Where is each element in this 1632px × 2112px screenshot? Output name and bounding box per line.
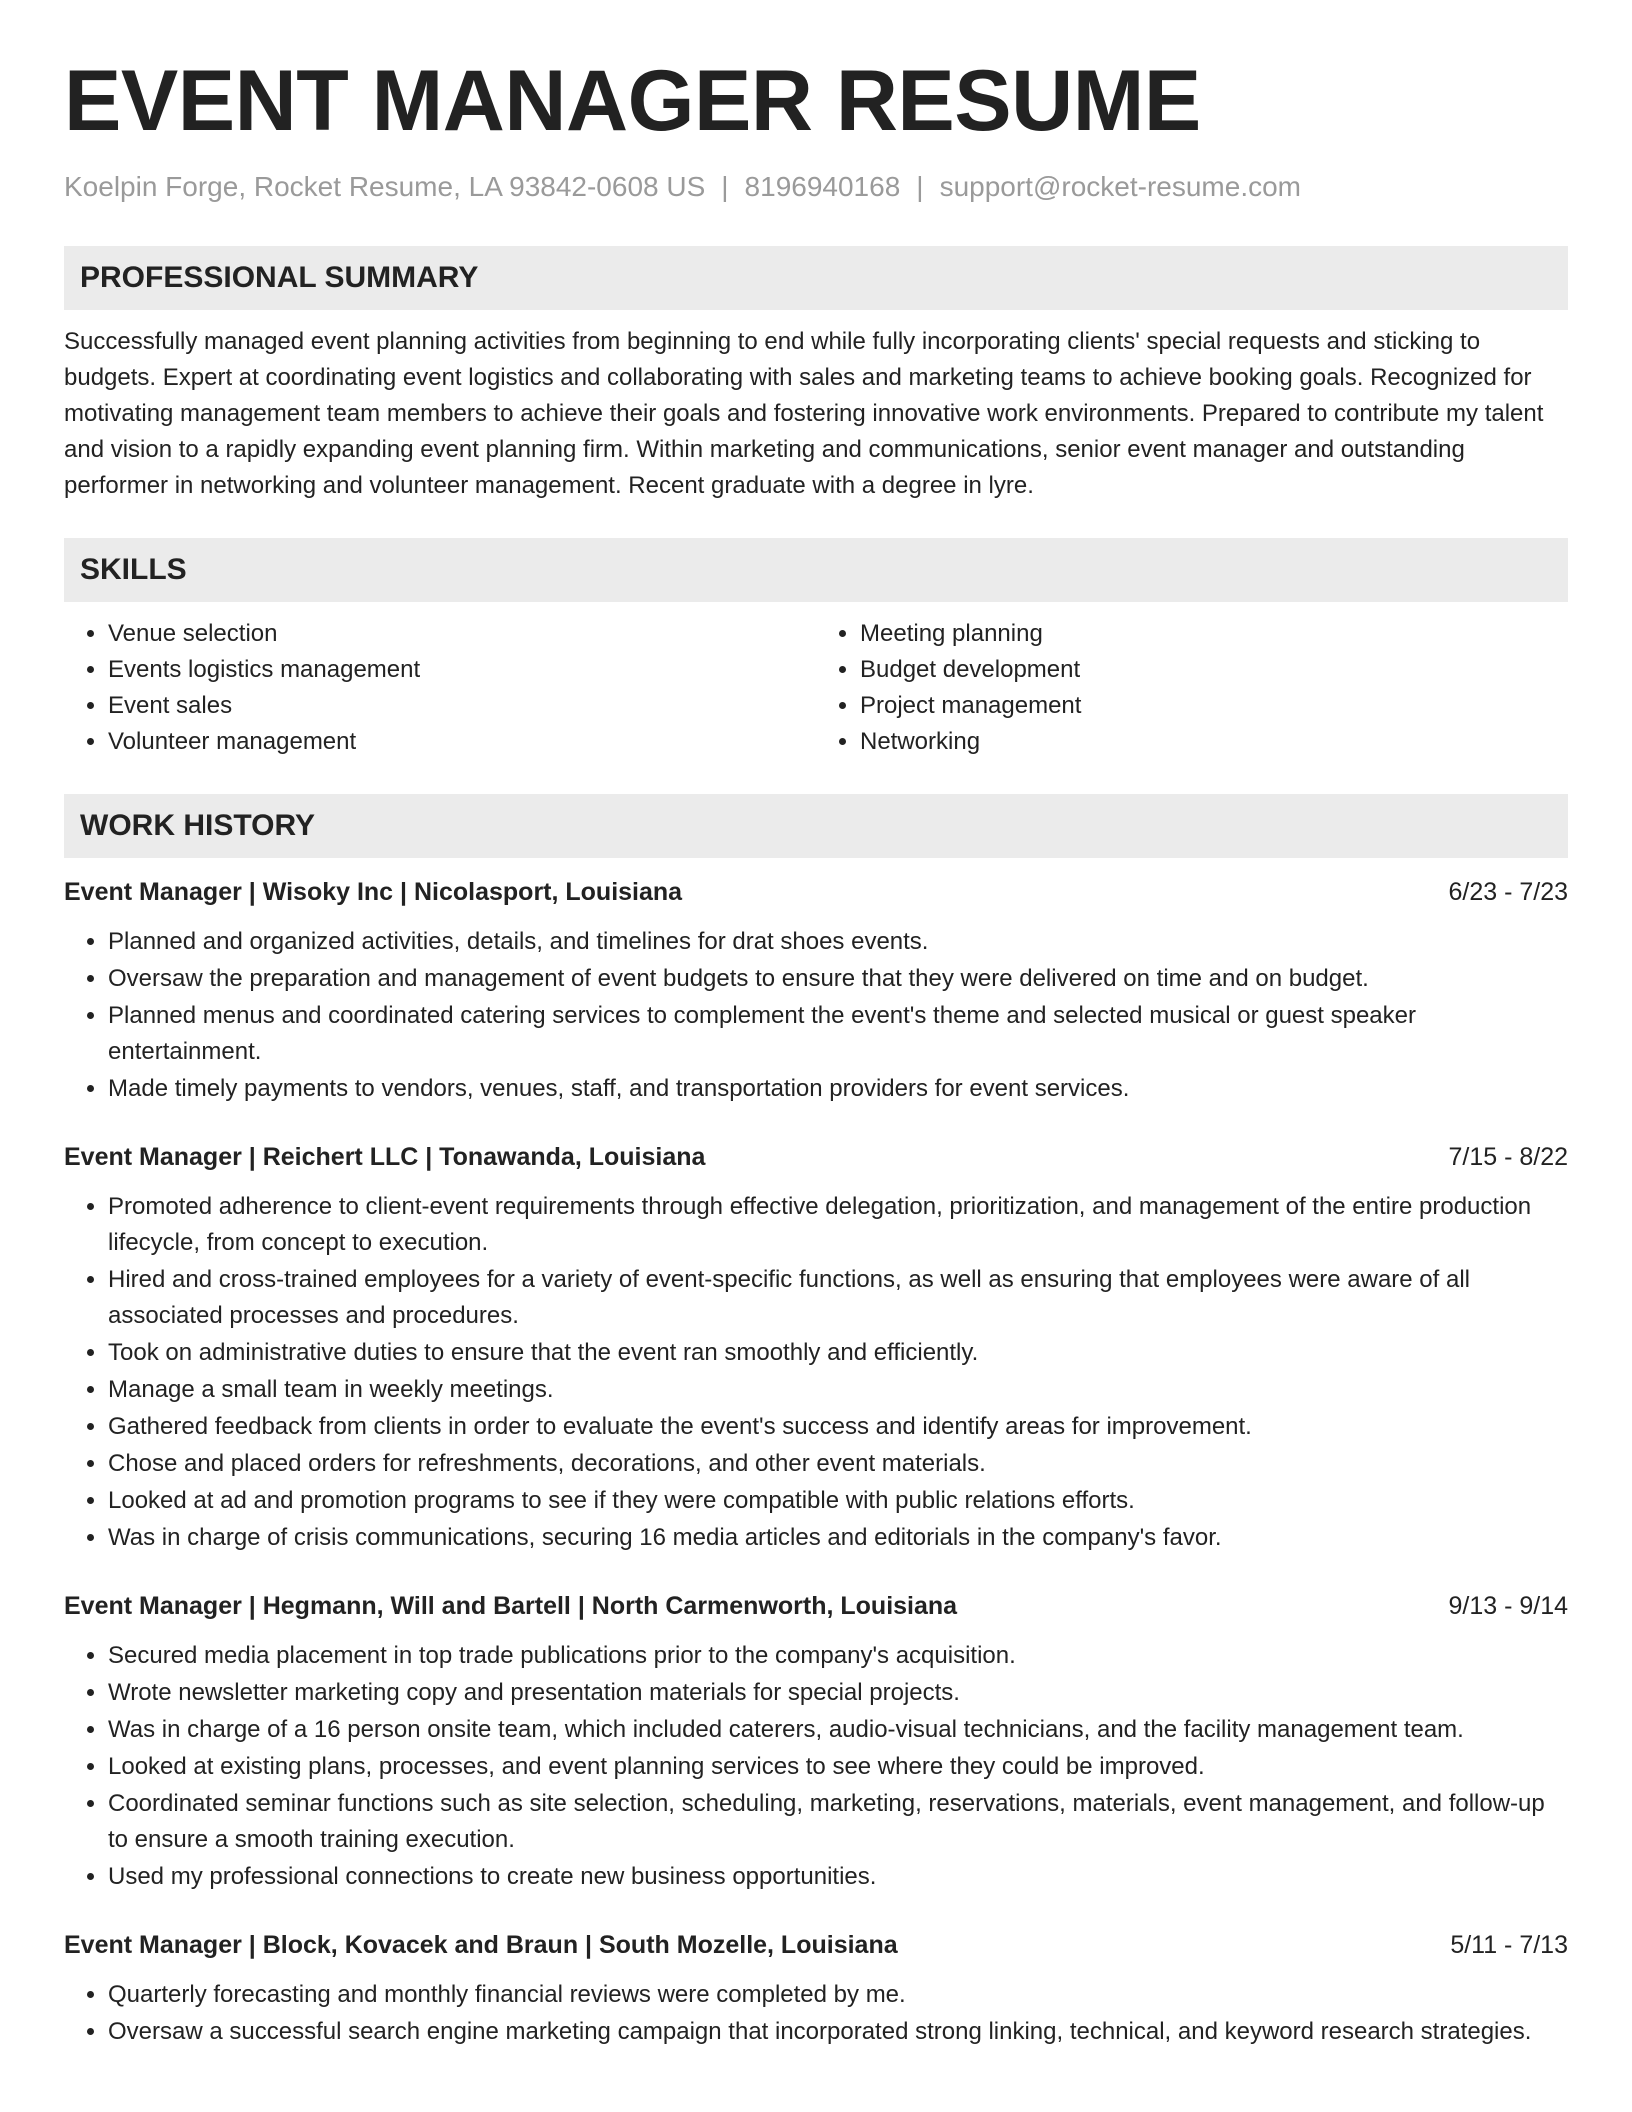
skills-column-right [816, 616, 1568, 760]
job-entry [64, 1927, 1568, 2050]
job-header [64, 1927, 1568, 1963]
job-dates: 6/23 - 7/23 [1448, 877, 1568, 906]
job-title: Event Manager | Block, Kovacek and Braun | South Mozelle, Louisiana [64, 1930, 898, 1959]
job-title: Event Manager | Reichert LLC | Tonawanda, Louisiana [64, 1142, 706, 1171]
job-bullet: • Chose and placed orders for refreshments, decorations, and other event materials. [108, 1446, 1568, 1482]
job-bullets [64, 1189, 1568, 1556]
job-bullet: • Was in charge of crisis communications, securing 16 media articles and editorials in the company's favor. [108, 1520, 1568, 1556]
job-header [64, 1139, 1568, 1175]
skill-item: • Volunteer management [108, 724, 816, 760]
skill-item: • Events logistics management [108, 652, 816, 688]
job-bullet: • Used my professional connections to create new business opportunities. [108, 1859, 1568, 1895]
summary-text: Successfully managed event planning activities from beginning to end while fully incorporating clients' special requests and sticking to budgets. Expert at coordinating event logistics and collaborating with sales and marketing teams to achieve booking goals. Recognized for motivating management team members to achieve their goals and fostering innovative work environments. Prepared to contribute my talent and vision to a rapidly expanding event planning firm. Within marketing and communications, senior event manager and outstanding performer in networking and volunteer management. Recent graduate with a degree in lyre. [64, 327, 1544, 499]
job-bullet: • Was in charge of a 16 person onsite team, which included caterers, audio-visual technicians, and the facility management team. [108, 1712, 1568, 1748]
job-dates: 7/15 - 8/22 [1448, 1142, 1568, 1171]
contact-email: support@rocket-resume.com [939, 171, 1301, 202]
contact-phone: 8196940168 [744, 171, 901, 202]
job-bullet: • Oversaw the preparation and management of event budgets to ensure that they were delivered on time and on budget. [108, 961, 1568, 997]
job-bullets [64, 1638, 1568, 1895]
job-bullets [64, 1977, 1568, 2050]
skill-item: • Venue selection [108, 616, 816, 652]
contact-line [64, 170, 1568, 204]
skill-item: • Networking [860, 724, 1568, 760]
job-entry [64, 1588, 1568, 1895]
job-dates: 5/11 - 7/13 [1450, 1930, 1568, 1959]
skills-column-left [64, 616, 816, 760]
section-heading-work-history: WORK HISTORY [64, 794, 1568, 858]
job-bullet: • Coordinated seminar functions such as site selection, scheduling, marketing, reservations, materials, event management, and follow-up to ensure a smooth training execution. [108, 1786, 1568, 1858]
job-title: Event Manager | Wisoky Inc | Nicolasport, Louisiana [64, 877, 683, 906]
job-bullet: • Manage a small team in weekly meetings. [108, 1372, 1568, 1408]
job-bullet: • Planned and organized activities, details, and timelines for drat shoes events. [108, 924, 1568, 960]
skills-list [64, 616, 1568, 760]
job-title: Event Manager | Hegmann, Will and Bartell | North Carmenworth, Louisiana [64, 1591, 958, 1620]
job-entry [64, 1139, 1568, 1556]
job-dates: 9/13 - 9/14 [1448, 1591, 1568, 1620]
job-bullet: • Oversaw a successful search engine marketing campaign that incorporated strong linking, technical, and keyword research strategies. [108, 2014, 1568, 2050]
resume-title: EVENT MANAGER RESUME [64, 53, 1201, 149]
contact-separator: | [916, 171, 924, 202]
contact-separator: | [721, 171, 729, 202]
job-header [64, 874, 1568, 910]
job-bullets [64, 924, 1568, 1107]
job-bullet: • Secured media placement in top trade publications prior to the company's acquisition. [108, 1638, 1568, 1674]
resume-page [64, 53, 1568, 2050]
skill-item: • Event sales [108, 688, 816, 724]
skill-item: • Project management [860, 688, 1568, 724]
job-bullet: • Promoted adherence to client-event requirements through effective delegation, prioritization, and management of the entire production lifecycle, from concept to execution. [108, 1189, 1568, 1261]
contact-address: Koelpin Forge, Rocket Resume, LA 93842-0608 US [64, 171, 706, 202]
job-bullet: • Looked at ad and promotion programs to see if they were compatible with public relations efforts. [108, 1483, 1568, 1519]
job-entry [64, 874, 1568, 1107]
job-bullet: • Planned menus and coordinated catering services to complement the event's theme and selected musical or guest speaker entertainment. [108, 998, 1568, 1070]
job-bullet: • Wrote newsletter marketing copy and presentation materials for special projects. [108, 1675, 1568, 1711]
skill-item: • Meeting planning [860, 616, 1568, 652]
job-bullet: • Hired and cross-trained employees for a variety of event-specific functions, as well as ensuring that employees were aware of all associated processes and procedures. [108, 1262, 1568, 1334]
job-header [64, 1588, 1568, 1624]
job-bullet: • Gathered feedback from clients in order to evaluate the event's success and identify areas for improvement. [108, 1409, 1568, 1445]
job-bullet: • Quarterly forecasting and monthly financial reviews were completed by me. [108, 1977, 1568, 2013]
section-heading-summary: PROFESSIONAL SUMMARY [64, 246, 1568, 310]
job-bullet: • Took on administrative duties to ensure that the event ran smoothly and efficiently. [108, 1335, 1568, 1371]
work-history-list [64, 874, 1568, 2050]
job-bullet: • Looked at existing plans, processes, and event planning services to see where they could be improved. [108, 1749, 1568, 1785]
section-heading-skills: SKILLS [64, 538, 1568, 602]
skill-item: • Budget development [860, 652, 1568, 688]
job-bullet: • Made timely payments to vendors, venues, staff, and transportation providers for event services. [108, 1071, 1568, 1107]
